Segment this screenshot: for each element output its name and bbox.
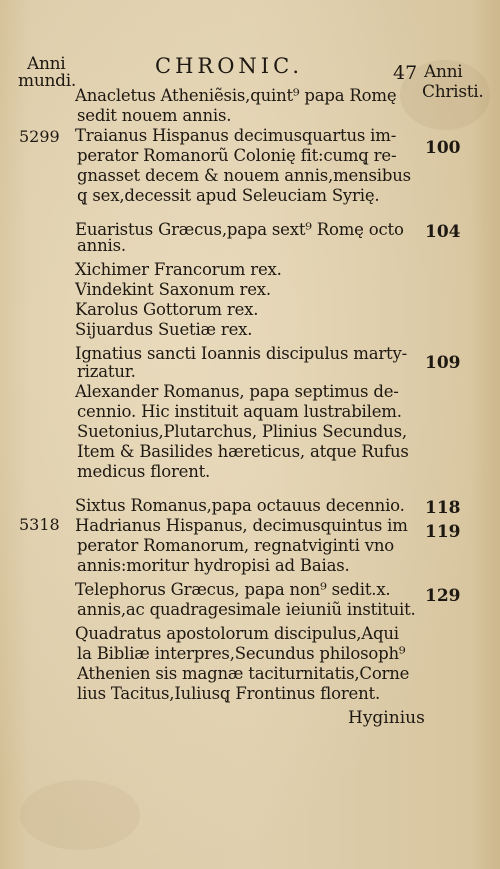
text-line: Alexander Romanus, papa septimus de‐ <box>75 382 399 401</box>
anni-mundi-label-bottom: mundi. <box>18 71 76 91</box>
text-line: Athenien sis magnæ taciturnitatis,Corne <box>77 664 410 683</box>
text-line: q̨ sex,decessit apud Seleuciam Syrię. <box>77 186 380 205</box>
running-title: CHRONIC. <box>155 54 304 78</box>
text-line: Suetonius,Plutarchus, Plinius Secundus, <box>77 422 407 441</box>
text-line: Quadratus apostolorum discipulus,Aqui <box>75 624 399 643</box>
catchword: Hyginius <box>348 708 425 728</box>
anni-mundi-label-top: Anni <box>27 54 66 74</box>
text-line: Sijuardus Suetiæ rex. <box>75 320 253 339</box>
text-line: gnasset decem & nouem annis,mensibus <box>77 166 411 185</box>
text-line: Sixtus Romanus,papa octauus decennio. <box>75 496 405 515</box>
text-line: lius Tacitus,Iuliusq̨ Frontinus florent. <box>77 684 380 703</box>
text-line: rizatur. <box>77 362 136 381</box>
text-line: annis. <box>77 236 126 255</box>
text-line: la Bibliæ interpres,Secundus philosoph⁹ <box>77 644 406 663</box>
paper-stain <box>20 780 140 850</box>
text-line: Anacletus Atheniẽsis,quint⁹ papa Romę <box>75 86 397 105</box>
year-christi: 129 <box>425 586 461 606</box>
text-line: cennio. Hic instituit aquam lustrabilem. <box>77 402 402 421</box>
text-line: annis,ac quadragesimale ieiuniũ instituit. <box>77 600 416 619</box>
text-line: Xichimer Francorum rex. <box>75 260 282 279</box>
text-line: medicus florent. <box>77 462 211 481</box>
year-mundi: 5299 <box>19 127 60 146</box>
text-line: sedit nouem annis. <box>77 106 232 125</box>
text-line: Ignatius sancti Ioannis discipulus marty‐ <box>75 344 407 363</box>
year-christi: 119 <box>425 522 461 542</box>
text-line: Euaristus Græcus,papa sext⁹ Romę octo <box>75 220 404 239</box>
text-line: Telephorus Græcus, papa non⁹ sedit.x. <box>75 580 391 599</box>
text-line: perator Romanorũ Colonię fit:cumq̨ re‐ <box>77 146 397 165</box>
year-mundi: 5318 <box>19 515 60 534</box>
text-line: Vindekint Saxonum rex. <box>75 280 271 299</box>
page-number: 47 <box>393 62 418 84</box>
anni-christi-label-top: Anni <box>424 62 463 82</box>
text-line: Karolus Gottorum rex. <box>75 300 259 319</box>
year-christi: 109 <box>425 353 461 373</box>
text-line: perator Romanorum, regnatviginti vno <box>77 536 395 555</box>
text-line: Traianus Hispanus decimusquartus im‐ <box>75 126 397 145</box>
year-christi: 118 <box>425 498 461 518</box>
text-line: Hadrianus Hispanus, decimusquintus im <box>75 516 408 535</box>
year-christi: 100 <box>425 138 461 158</box>
anni-christi-label-bottom: Christi. <box>422 82 484 102</box>
text-line: Item & Basilides hæreticus, atque Rufus <box>77 442 409 461</box>
text-line: annis:moritur hydropisi ad Baias. <box>77 556 350 575</box>
year-christi: 104 <box>425 222 461 242</box>
